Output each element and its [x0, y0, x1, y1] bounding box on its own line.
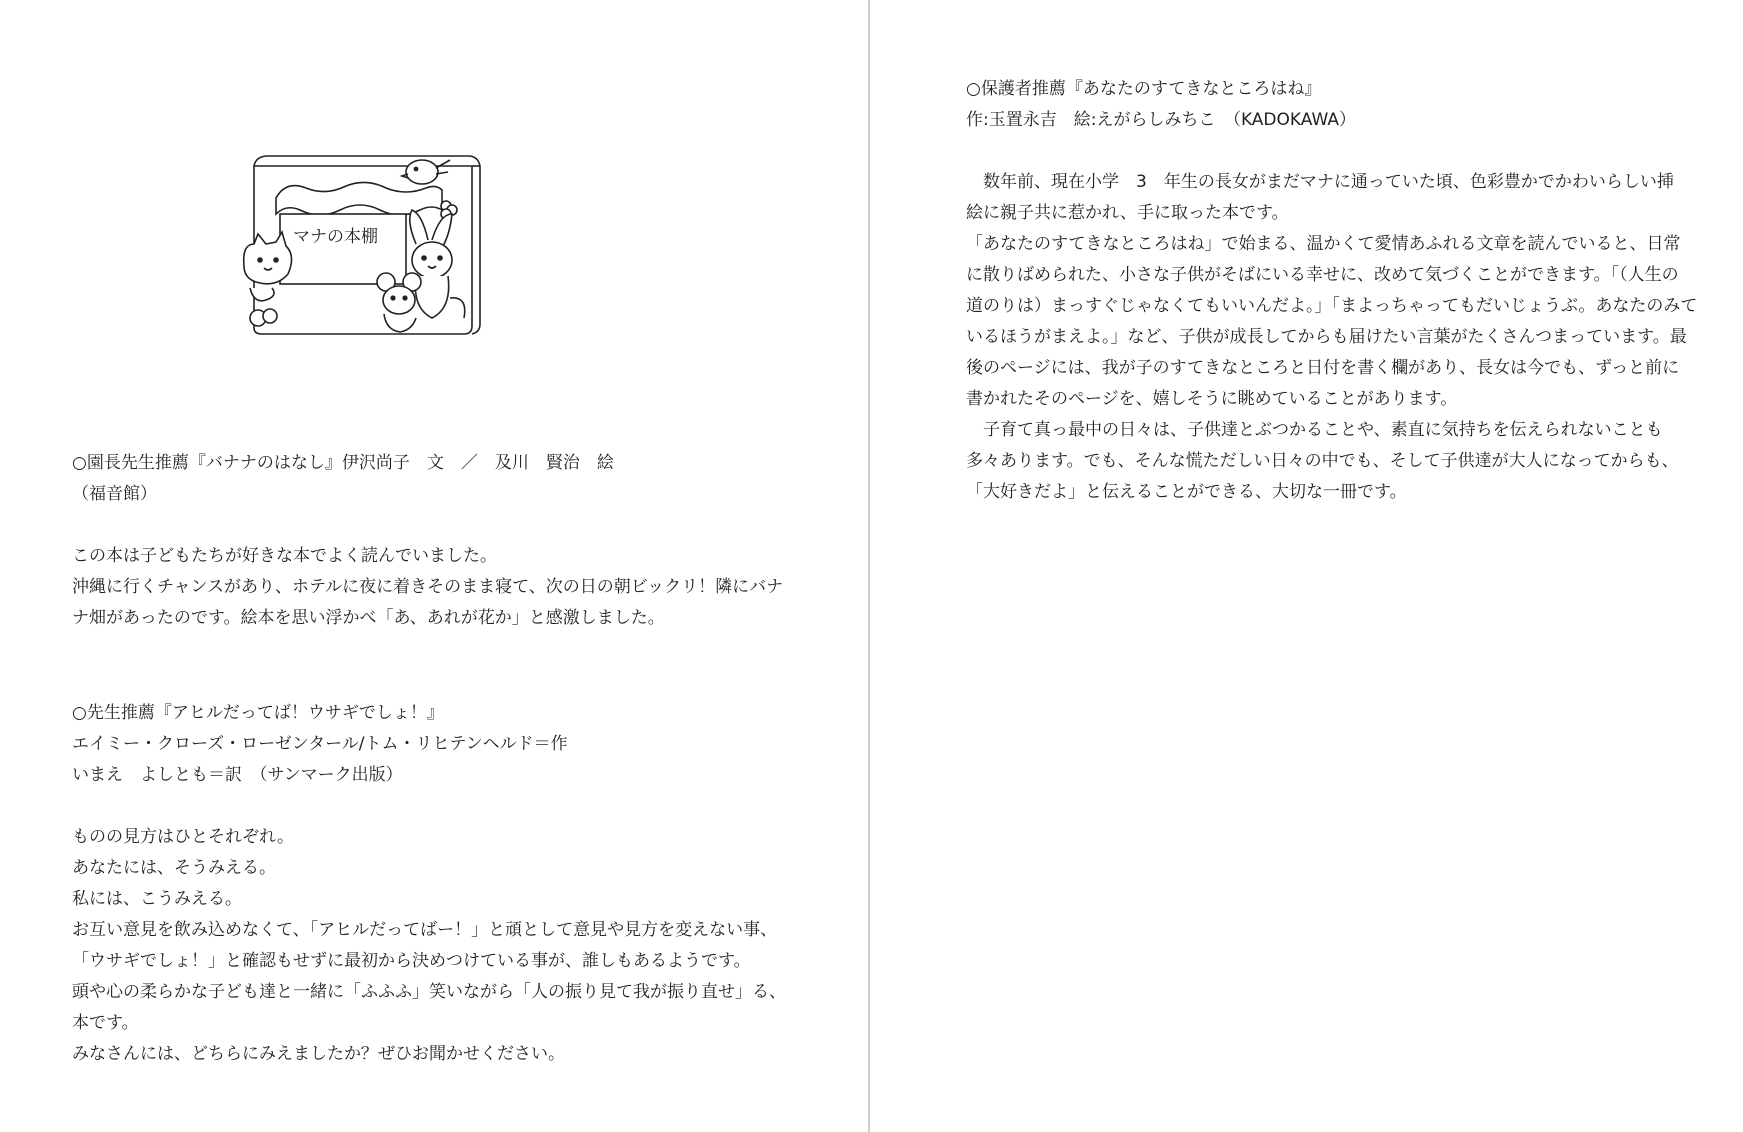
body-line: 沖縄に行くチャンスがあり、ホテルに夜に着きそのまま寝て、次の日の朝ビックリ！隣にバナ: [72, 577, 784, 597]
body-line: 数年前、現在小学 3 年生の長女がまだマナに通っていた頃、色彩豊かでかわいらしい挿: [966, 172, 1674, 192]
body-line: 書かれたそのページを、嬉しそうに眺めていることがあります。: [966, 389, 1458, 409]
section-heading: ○園長先生推薦『バナナのはなし』伊沢尚子 文 ／ 及川 賢治 絵: [72, 453, 614, 473]
section-heading: ○先生推薦『アヒルだってば！ウサギでしょ！』: [72, 703, 444, 723]
section-teacher-recommendation: [72, 698, 786, 1070]
body-line: 本です。: [72, 1013, 139, 1033]
body-line: お互い意見を飲み込めなくて、「アヒルだってばー！」と頑として意見や見方を変えない事、: [72, 920, 778, 940]
authors-text: エイミー・クローズ・ローゼンタール/トム・リヒテンヘルド＝作: [72, 734, 568, 754]
body-line: 絵に親子共に惹かれ、手に取った本です。: [966, 203, 1289, 223]
section-principal-recommendation: [72, 448, 783, 634]
section-heading: ○保護者推薦『あなたのすてきなところはね』: [966, 79, 1322, 99]
body-line: 多々あります。でも、そんな慌ただしい日々の中でも、そして子供達が大人になってからも、: [966, 451, 1679, 471]
body-line: に散りばめられた、小さな子供がそばにいる幸せに、改めて気づくことができます。「（人生の: [966, 265, 1679, 285]
publisher-text: （福音館）: [72, 484, 157, 504]
translator-text: いまえ よしとも＝訳 （サンマーク出版）: [72, 765, 403, 785]
body-line: 後のページには、我が子のすてきなところと日付を書く欄があり、長女は今でも、ずっと前に: [966, 358, 1680, 378]
body-line: 「あなたのすてきなところはね」で始まる、温かくて愛情あふれる文章を読んでいると、日常: [966, 234, 1681, 254]
body-line: あなたには、そうみえる。: [72, 858, 276, 878]
body-line: ものの見方はひとそれぞれ。: [72, 827, 295, 847]
body-line: 私には、こうみえる。: [72, 889, 242, 909]
body-line: みなさんには、どちらにみえましたか？ぜひお聞かせください。: [72, 1044, 565, 1064]
body-line: 子育て真っ最中の日々は、子供達とぶつかることや、素直に気持ちを伝えられないことも: [966, 420, 1663, 440]
body-line: 「大好きだよ」と伝えることができる、大切な一冊です。: [966, 482, 1407, 502]
credits-text: 作:玉置永吉 絵:えがらしみちこ （KADOKAWA）: [966, 110, 1356, 130]
body-line: 頭や心の柔らかな子ども達と一緒に「ふふふ」笑いながら「人の振り見て我が振り直せ」る、: [72, 982, 786, 1002]
body-line: この本は子どもたちが好きな本でよく読んでいました。: [72, 546, 497, 566]
body-line: 道のりは）まっすぐじゃなくてもいいんだよ。」「まよっちゃってもだいじょうぶ。あなたのみて: [966, 296, 1698, 316]
body-line: いるほうがまえよ。」など、子供が成長してからも届けたい言葉がたくさんつまっています。最: [966, 327, 1687, 347]
section-parent-recommendation: [966, 74, 1697, 508]
body-line: ナ畑があったのです。絵本を思い浮かべ「あ、あれが花か」と感激しました。: [72, 608, 665, 628]
sign-label: マナの本棚: [293, 227, 378, 247]
body-line: 「ウサギでしょ！」と確認もせずに最初から決めつけている事が、誰しもあるようです。: [72, 951, 751, 971]
